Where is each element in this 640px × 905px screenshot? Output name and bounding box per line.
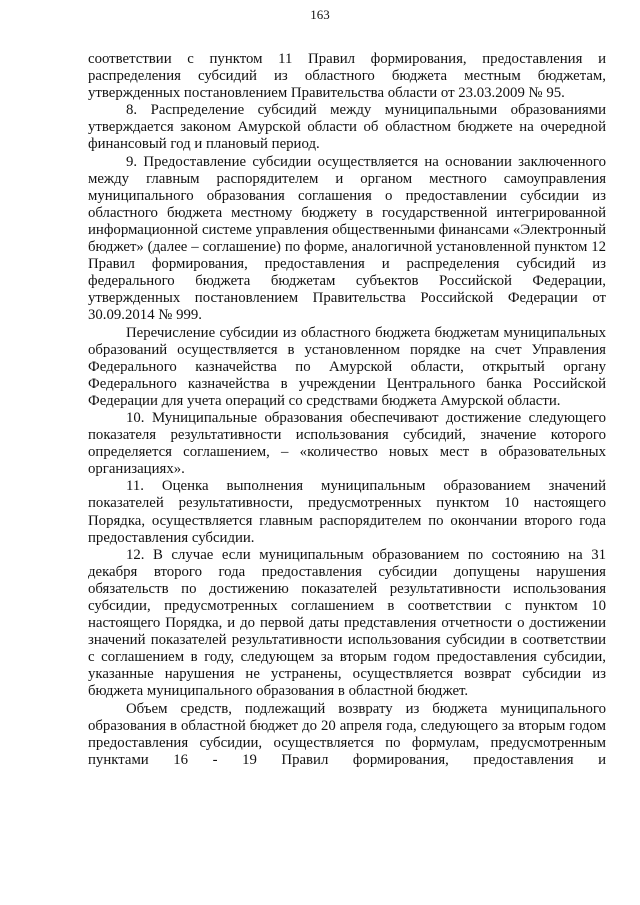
paragraph-9-transfer: Перечисление субсидии из областного бюджета бюджетам муниципальных образований осуществляется в установленном порядке на счет Управления Федерального казначейства по Амурской области, открытый органу Федерального казначейства в учреждении Центрального банка Российской Федерации для учета операций со средствами бюджета Амурской области. [88, 324, 606, 409]
paragraph-continuation: соответствии с пунктом 11 Правил формирования, предоставления и распределения субсидий из областного бюджета местным бюджетам, утвержденных постановлением Правительства области от 23.03.2009 № 95. [88, 51, 606, 102]
paragraph-10: 10. Муниципальные образования обеспечивают достижение следующего показателя результативности использования субсидий, значение которого определяется соглашением, – «количество новых мест в образовательных организациях». [88, 409, 606, 478]
page-number: 163 [310, 7, 330, 22]
paragraph-9: 9. Предоставление субсидии осуществляется на основании заключенного между главным распорядителем и органом местного самоуправления муниципального образования соглашения о предоставлении субсидии из областного бюджета местному бюджету в государственной интегрированной информационной системе управления общественными финансами «Электронный бюджет» (далее – соглашение) по форме, аналогичной установленной пунктом 12 Правил формирования, предоставления и распределения субсидий из федерального бюджета бюджетам субъектов Российской Федерации, утвержденных постановлением Правительства Российской Федерации от 30.09.2014 № 999. [88, 153, 606, 324]
document-body [88, 51, 606, 769]
paragraph-12: 12. В случае если муниципальным образованием по состоянию на 31 декабря второго года предоставления субсидии допущены нарушения обязательств по достижению показателей результативности использования субсидии, предусмотренных соглашением в соответствии с пунктом 10 настоящего Порядка, и до первой даты представления отчетности о достижении значений показателей результативности использования субсидии в соответствии с соглашением в году, следующем за вторым годом предоставления субсидии, указанные нарушения не устранены, осуществляется возврат субсидии из бюджета муниципального образования в областной бюджет. [88, 546, 606, 700]
paragraph-12-volume: Объем средств, подлежащий возврату из бюджета муниципального образования в областной бюджет до 20 апреля года, следующего за вторым годом предоставления субсидии, осуществляется по формулам, предусмотренным пунктами 16 - 19 Правил формирования, предоставления и [88, 700, 606, 768]
paragraph-11: 11. Оценка выполнения муниципальным образованием значений показателей результативности, предусмотренных пунктом 10 настоящего Порядка, осуществляется главным распорядителем по окончании второго года предоставления субсидии. [88, 478, 606, 546]
paragraph-8: 8. Распределение субсидий между муниципальными образованиями утверждается законом Амурской области об областном бюджете на очередной финансовый год и плановый период. [88, 102, 606, 153]
